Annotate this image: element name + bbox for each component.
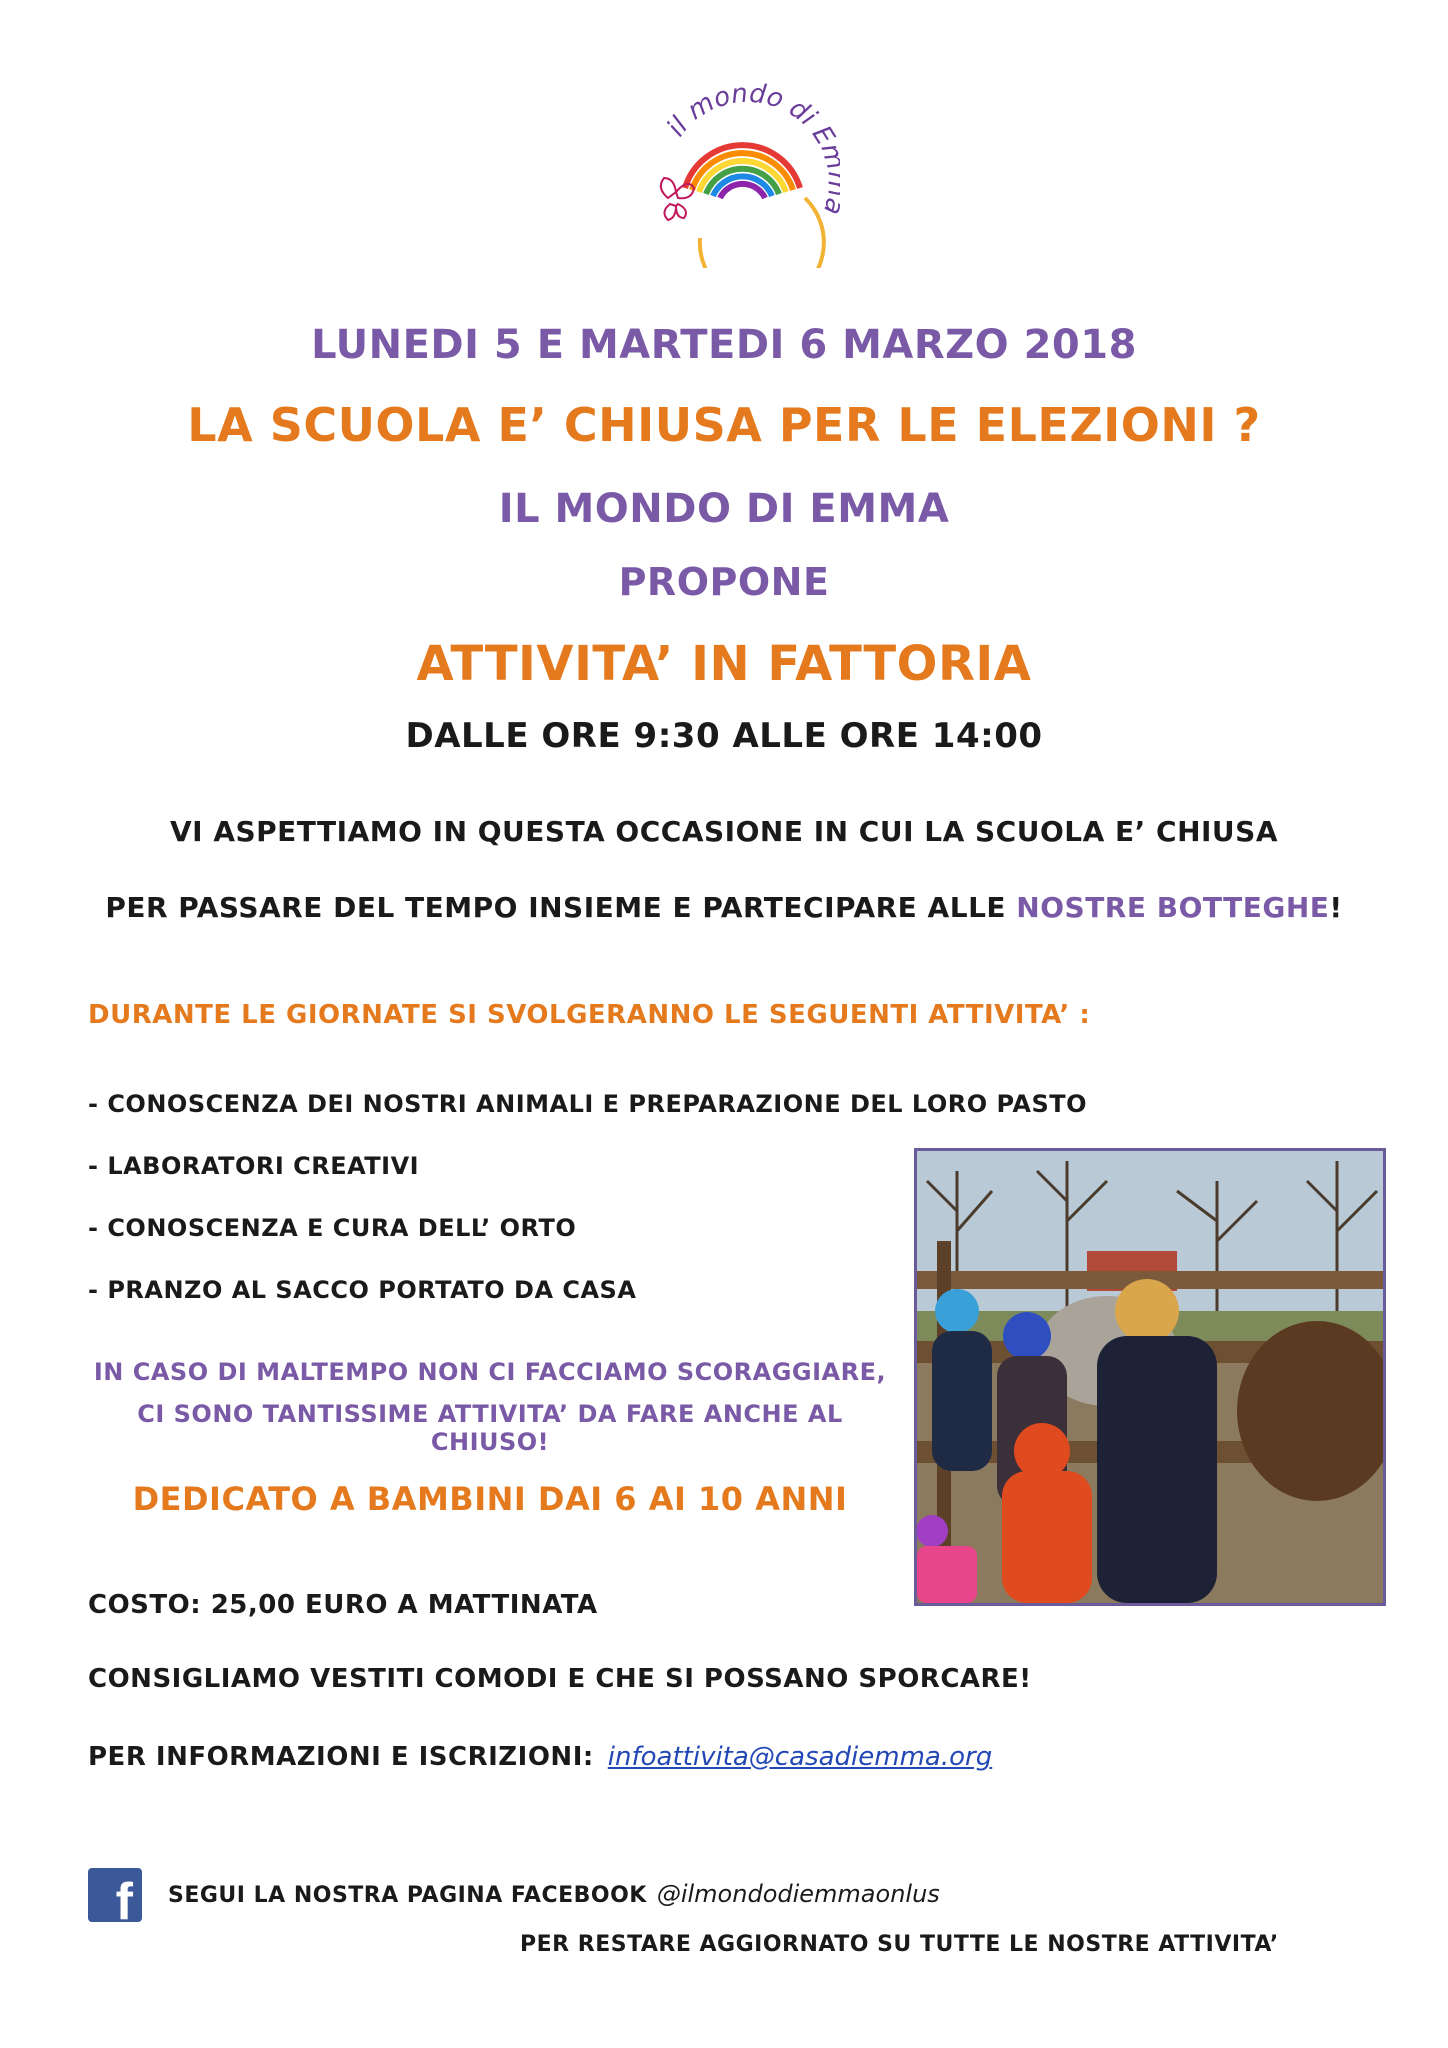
email-link[interactable]: infoattivita@casadiemma.org: [607, 1742, 993, 1772]
intro-line-2: [0, 891, 1448, 924]
weather-note-line-1: IN CASO DI MALTEMPO NON CI FACCIAMO SCORAGGIARE,: [93, 1358, 887, 1386]
headline-question: LA SCUOLA E’ CHIUSA PER LE ELEZIONI ?: [187, 398, 1261, 452]
event-hours: DALLE ORE 9:30 ALLE ORE 14:00: [405, 716, 1043, 756]
list-item: - LABORATORI CREATIVI: [88, 1152, 420, 1180]
intro-highlight: NOSTRE BOTTEGHE: [1016, 891, 1330, 924]
logo: [640, 78, 840, 268]
weather-note-line-2: CI SONO TANTISSIME ATTIVITA’ DA FARE ANCHE AL CHIUSO!: [137, 1400, 843, 1456]
contact-info: [88, 1742, 992, 1772]
intro-line-1: VI ASPETTIAMO IN QUESTA OCCASIONE IN CUI LA SCUOLA E’ CHIUSA: [169, 815, 1278, 848]
logo-text: il mondo di E: [661, 78, 840, 151]
facebook-icon[interactable]: f: [88, 1868, 142, 1922]
facebook-line-1: [168, 1880, 940, 1908]
facebook-follow-text: SEGUI LA NOSTRA PAGINA FACEBOOK: [168, 1883, 647, 1908]
clothing-advice: CONSIGLIAMO VESTITI COMODI E CHE SI POSSANO SPORCARE!: [88, 1664, 1032, 1694]
activity-title: ATTIVITA’ IN FATTORIA: [416, 636, 1032, 692]
propone-label: PROPONE: [618, 560, 830, 604]
activities-heading: DURANTE LE GIORNATE SI SVOLGERANNO LE SEGUENTI ATTIVITA’ :: [88, 1000, 1091, 1030]
intro-line-2-suffix: !: [1329, 891, 1343, 924]
list-item: - CONOSCENZA DEI NOSTRI ANIMALI E PREPARAZIONE DEL LORO PASTO: [88, 1090, 1088, 1118]
facebook-line-2: PER RESTARE AGGIORNATO SU TUTTE LE NOSTRE ATTIVITA’: [520, 1932, 1279, 1957]
list-item: - PRANZO AL SACCO PORTATO DA CASA: [88, 1276, 637, 1304]
age-range-note: DEDICATO A BAMBINI DAI 6 AI 10 ANNI: [132, 1480, 848, 1518]
list-item: - CONOSCENZA E CURA DELL’ ORTO: [88, 1214, 577, 1242]
intro-line-2-prefix: PER PASSARE DEL TEMPO INSIEME E PARTECIPARE ALLE: [105, 891, 1017, 924]
butterfly-icon: [661, 178, 694, 220]
event-dates: LUNEDI 5 E MARTEDI 6 MARZO 2018: [311, 322, 1137, 368]
contact-label: PER INFORMAZIONI E ISCRIZIONI:: [88, 1742, 594, 1772]
organization-name: IL MONDO DI EMMA: [498, 486, 950, 532]
facebook-handle[interactable]: @ilmondodiemmaonlus: [656, 1880, 940, 1908]
cost-info: COSTO: 25,00 EURO A MATTINATA: [88, 1590, 598, 1620]
farm-photo: [914, 1148, 1386, 1606]
